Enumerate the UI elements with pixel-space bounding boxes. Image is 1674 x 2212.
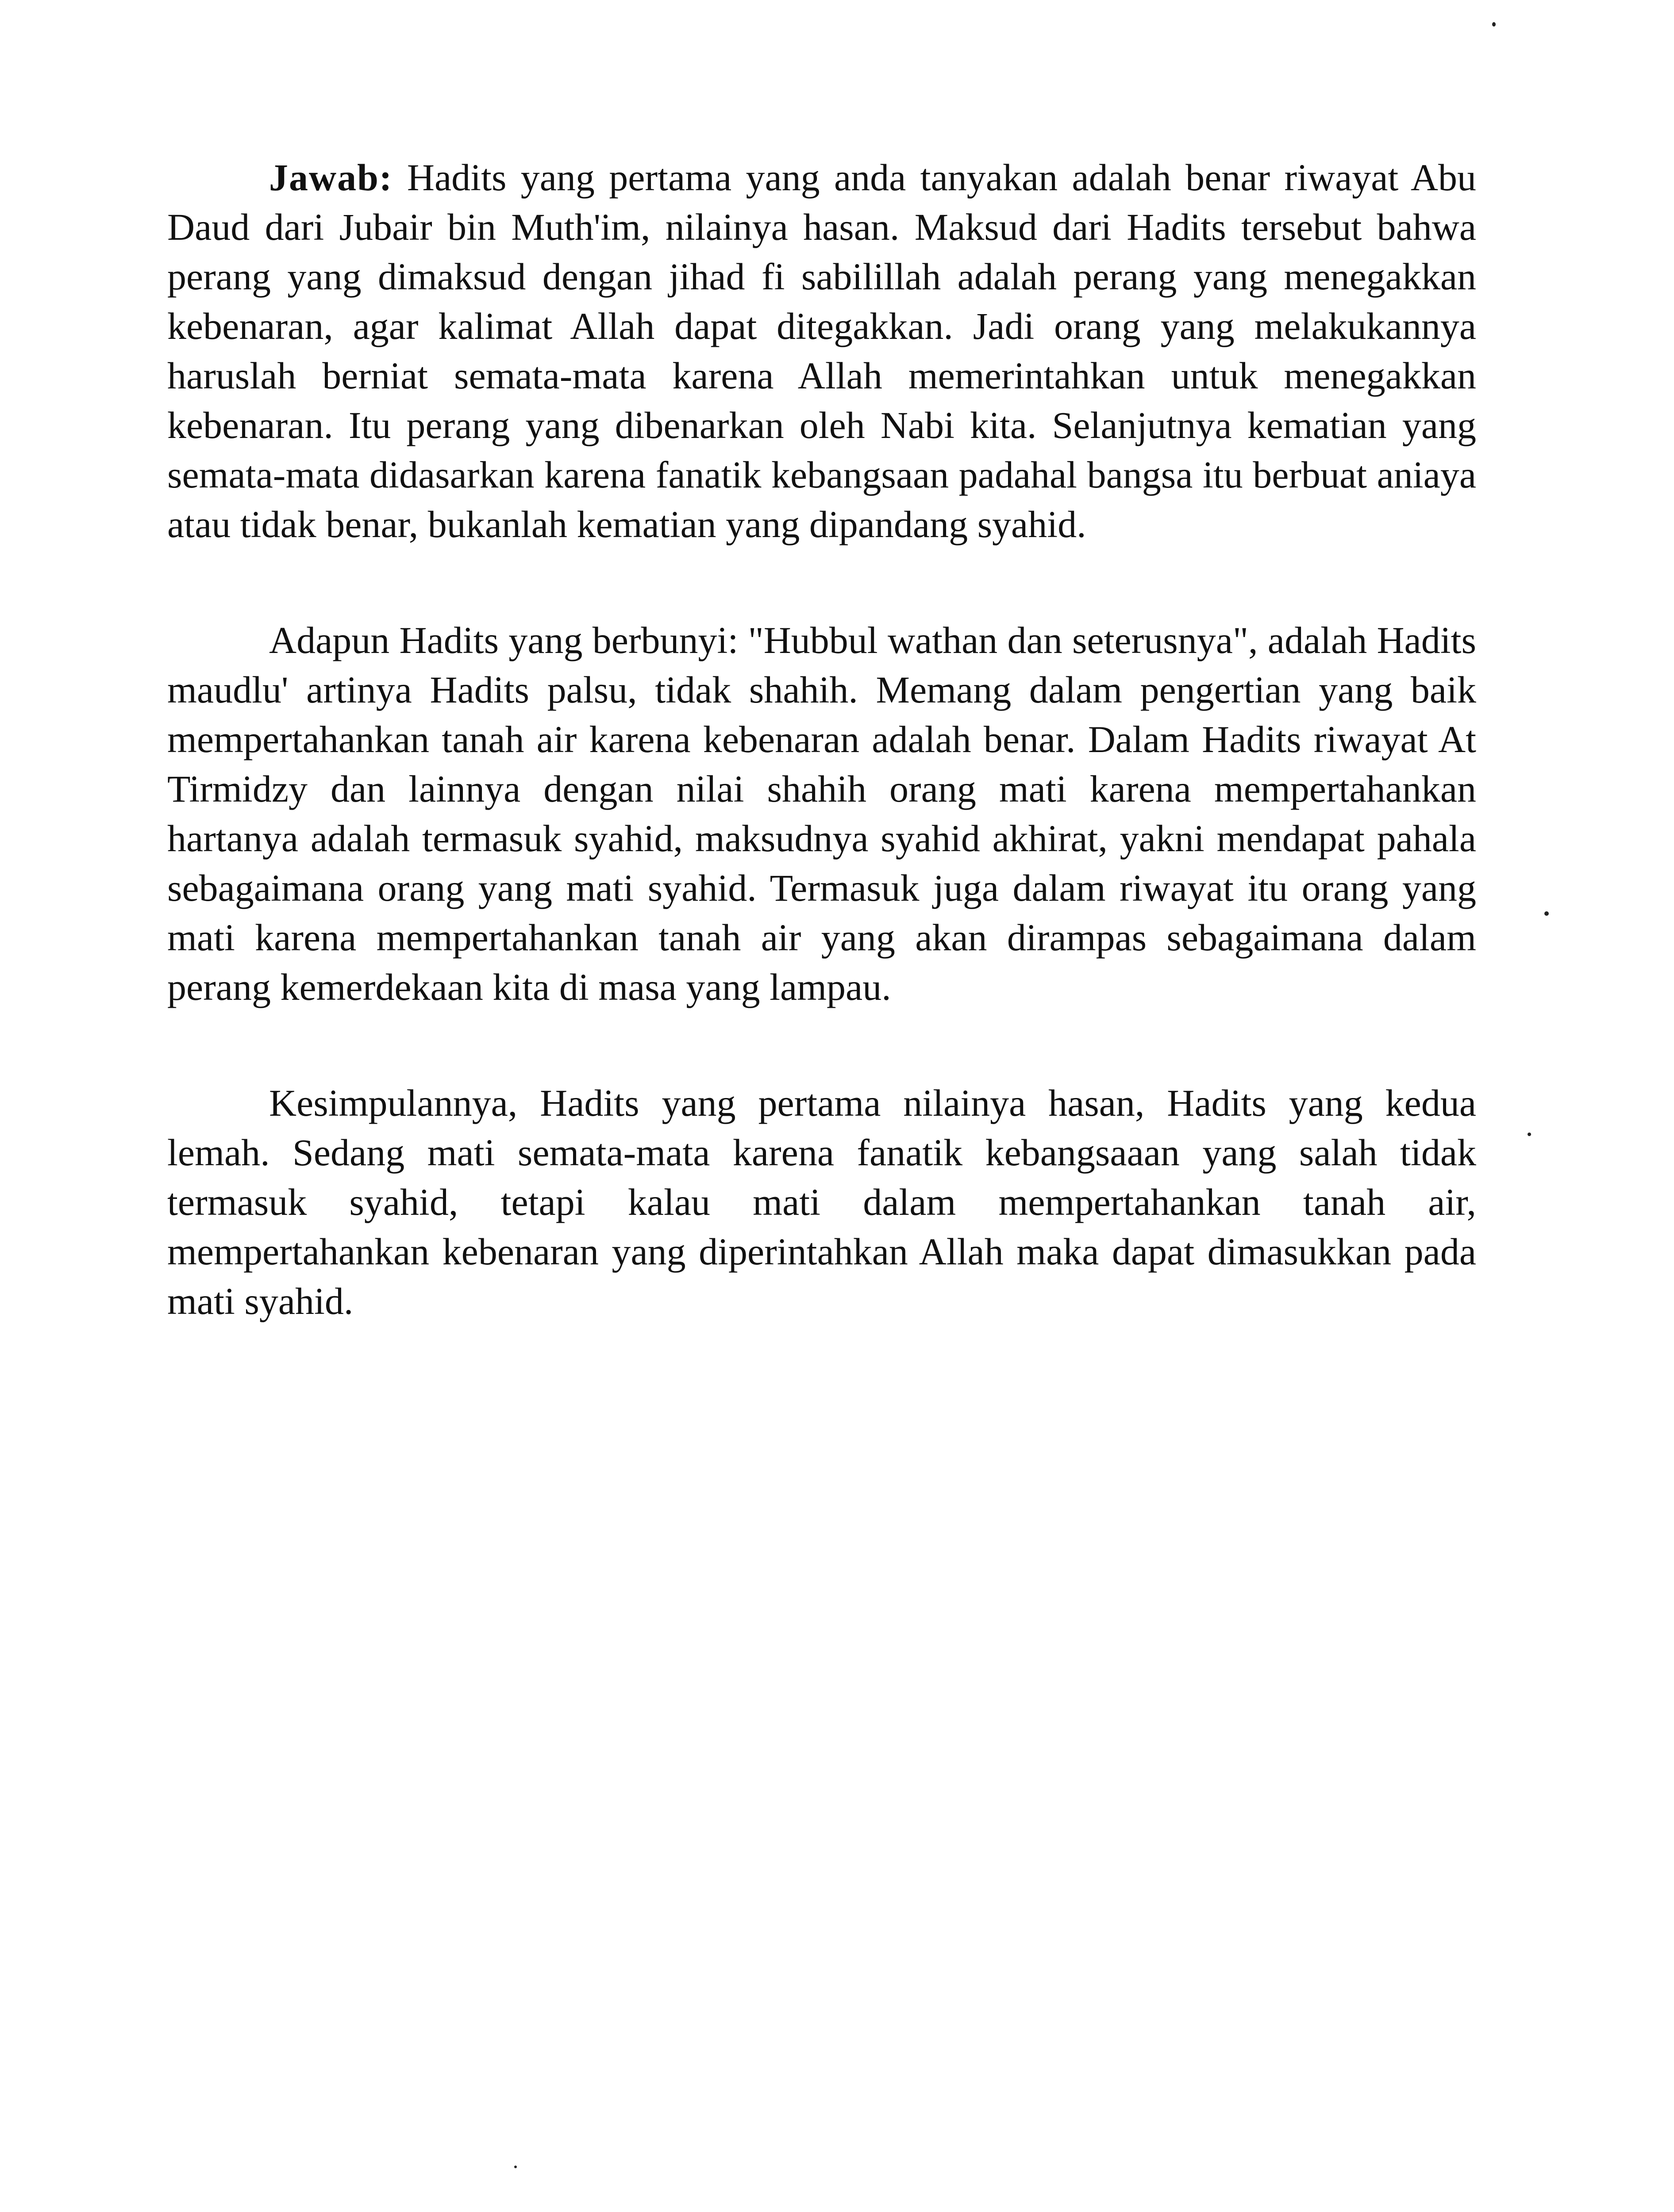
answer-label: Jawab: (269, 156, 393, 199)
paragraph-answer (167, 153, 1476, 549)
body-text (167, 153, 1476, 1392)
scan-speck (1528, 1133, 1531, 1136)
scan-speck (1544, 911, 1549, 916)
scan-speck (1492, 22, 1496, 27)
scan-speck (514, 2166, 517, 2168)
paragraph-conclusion: Kesimpulannya, Hadits yang pertama nilainya hasan, Hadits yang kedua lemah. Sedang mati semata-mata karena fanatik kebangsaaan yang salah tidak termasuk syahid, tetapi kalau mati dalam mempertahankan tanah air, mempertahankan kebenaran yang diperintahkan Allah maka dapat dimasukkan pada mati syahid. (167, 1082, 1476, 1322)
paragraph-hubbul-wathan: Adapun Hadits yang berbunyi: "Hubbul wathan dan seterusnya", adalah Hadits maudlu' artinya Hadits palsu, tidak shahih. Memang dalam pengertian yang baik mempertahankan tanah air karena kebenaran adalah benar. Dalam Hadits riwayat At Tirmidzy dan lainnya dengan nilai shahih orang mati karena mempertahankan hartanya adalah termasuk syahid, maksudnya syahid akhirat, yakni mendapat pahala sebagaimana orang yang mati syahid. Termasuk juga dalam riwayat itu orang yang mati karena mempertahankan tanah air yang akan dirampas sebagaimana dalam perang kemerdekaan kita di masa yang lampau. (167, 619, 1476, 1008)
paragraph-answer-text: Hadits yang pertama yang anda tanyakan adalah benar riwayat Abu Daud dari Jubair bin Muth'im, nilainya hasan. Maksud dari Hadits tersebut bahwa perang yang dimaksud dengan jihad fi sabilillah adalah perang yang menegakkan kebenaran, agar kalimat Allah dapat ditegakkan. Jadi orang yang melakukannya haruslah berniat semata-mata karena Allah memerintahkan untuk menegakkan kebenaran. Itu perang yang dibenarkan oleh Nabi kita. Selanjutnya kematian yang semata-mata didasarkan karena fanatik kebangsaan padahal bangsa itu berbuat aniaya atau tidak benar, bukanlah kematian yang dipandang syahid. (167, 156, 1476, 545)
